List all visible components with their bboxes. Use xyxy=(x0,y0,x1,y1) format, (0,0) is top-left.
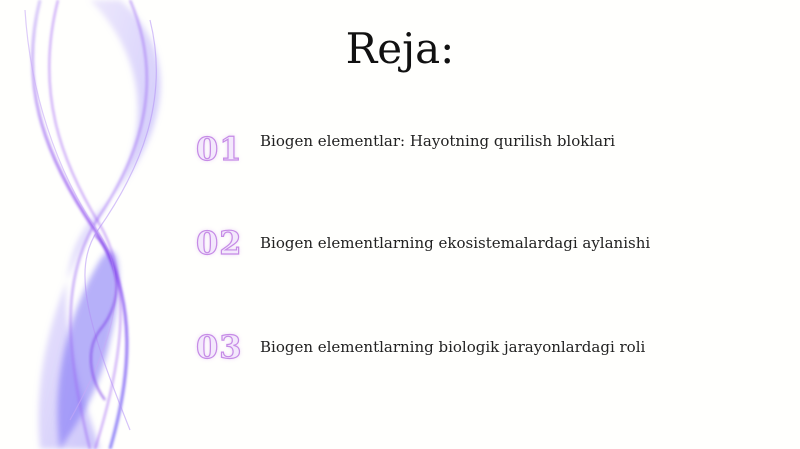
item-label: Biogen elementlar: Hayotning qurilish bloklari xyxy=(260,132,616,150)
slide-title: Reja: xyxy=(345,24,455,73)
item-label: Biogen elementlarning biologik jarayonlardagi roli xyxy=(260,338,646,356)
list-item xyxy=(196,221,756,265)
list-item xyxy=(196,127,756,171)
list-item xyxy=(196,325,756,369)
item-number: 01 xyxy=(196,130,243,168)
purple-smoke-ribbon-icon xyxy=(0,0,200,449)
item-label: Biogen elementlarning ekosistemalardagi aylanishi xyxy=(260,234,651,252)
item-number: 02 xyxy=(196,224,243,262)
item-number: 03 xyxy=(196,328,243,366)
